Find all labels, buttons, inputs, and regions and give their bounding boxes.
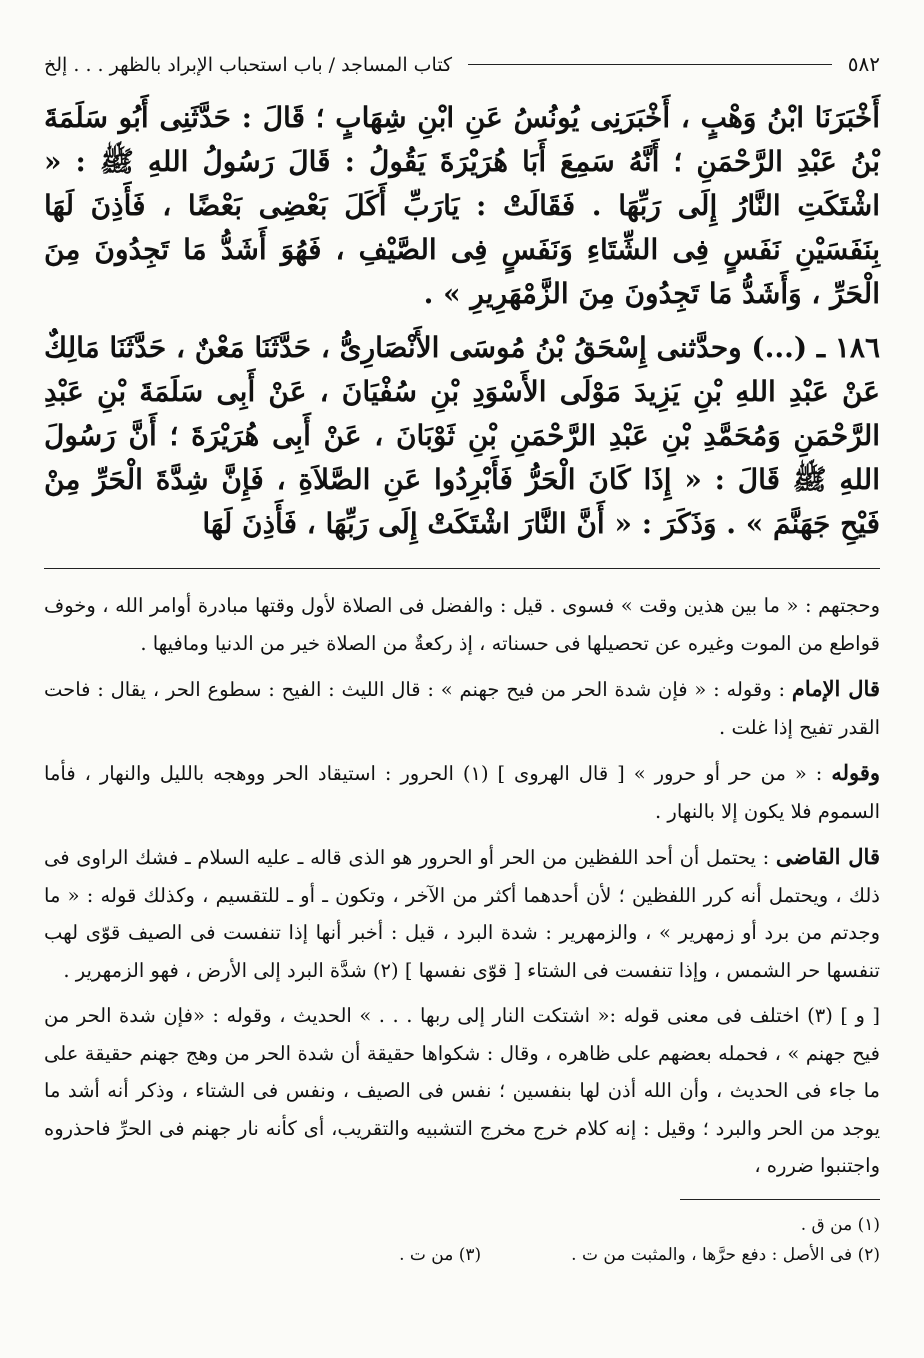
- page-number: ٥٨٢: [847, 52, 880, 76]
- header-rule: [468, 64, 832, 65]
- commentary-lead: قال القاضى: [775, 844, 880, 869]
- commentary-text: : « من حر أو حرور » [ قال الهروى ] (١) الحرور : استيقاد الحر ووهجه بالليل والنهار ، فأما السموم فلا يكون إلا بالنهار .: [44, 762, 880, 823]
- running-title: كتاب المساجد / باب استحباب الإبراد بالظهر . . . إلخ: [44, 54, 453, 76]
- commentary: [44, 587, 880, 1185]
- running-header: [44, 52, 880, 88]
- commentary-text: [ و ] (٣) اختلف فى معنى قوله :« اشتكت النار إلى ربها . . . » الحديث ، وقوله : «فإن شدة الحر من فيح جهنم » ، فحمله بعضهم على ظاهره ، وقال : شكواها حقيقة أن شدة الحر من وهج جهنم حقيقة على ما جاء فى الحديث ، وأن الله أذن لها بنفسين ؛ نفس فى الصيف ، ونفس فى الشتاء ، وذكر أنه أشد ما يوجد من الحر والبرد ؛ وقيل : إنه كلام خرج مخرج التشبيه والتقريب، أى كأنه نار جهنم فى الحرِّ فاحذروه واجتنبوا ضرره ،: [44, 1004, 881, 1177]
- commentary-text: : وقوله : « فإن شدة الحر من فيح جهنم » : قال الليث : الفيح : سطوع الحر ، يقال : فاحت القدر تفيح إذا غلت .: [44, 678, 880, 739]
- commentary-lead: وقوله: [831, 760, 881, 785]
- hadith-paragraph: ١٨٦ ـ (...) وحدَّثنى إِسْحَقُ بْنُ مُوسَى الأَنْصَارِىُّ ، حَدَّثَنَا مَعْنٌ ، حَدَّثَنَا مَالِكٌ عَنْ عَبْدِ اللهِ بْنِ يَزِيدَ مَوْلَى الأَسْوَدِ بْنِ سُفْيَانَ ، عَنْ أَبِى سَلَمَةَ بْنِ عَبْدِ الرَّحْمَنِ وَمُحَمَّدِ بْنِ عَبْدِ الرَّحْمَنِ بْنِ ثَوْبَانَ ، عَنْ أَبِى هُرَيْرَةَ ؛ أَنَّ رَسُولَ اللهِ ﷺ قَالَ : « إِذَا كَانَ الْحَرُّ فَأَبْرِدُوا عَنِ الصَّلاَةِ ، فَإِنَّ شِدَّةَ الْحَرِّ مِنْ فَيْحِ جَهَنَّمَ » . وَذَكَرَ : « أَنَّ النَّارَ اشْتَكَتْ إِلَى رَبِّهَا ، فَأَذِنَ لَهَا: [44, 331, 880, 540]
- footnote-row: [44, 1240, 880, 1270]
- commentary-text: وحجتهم : « ما بين هذين وقت » فسوى . قيل : والفضل فى الصلاة لأول وقتها مبادرة أوامر الله ، وخوف قواطع من الموت وغيره عن تحصيلها فى حسناته ، إذ ركعةٌ من الصلاة خير من الدنيا ومافيها .: [44, 594, 880, 655]
- footnote: (١) من ق .: [800, 1214, 880, 1235]
- commentary-lead: قال الإمام: [791, 676, 880, 701]
- footnote-rule: [680, 1199, 880, 1200]
- commentary-paragraph: [44, 587, 880, 662]
- footnote: (٣) من ت .: [399, 1244, 482, 1265]
- commentary-paragraph: [44, 670, 880, 746]
- section-divider: [44, 568, 880, 569]
- commentary-paragraph: [44, 997, 880, 1185]
- commentary-paragraph: [44, 838, 880, 989]
- hadith-paragraph: أَخْبَرَنَا ابْنُ وَهْبٍ ، أَخْبَرَنِى يُونُسُ عَنِ ابْنِ شِهَابٍ ؛ قَالَ : حَدَّثَنِى أَبُو سَلَمَةَ بْنُ عَبْدِ الرَّحْمَنِ ؛ أَنَّهُ سَمِعَ أَبَا هُرَيْرَةَ يَقُولُ : قَالَ رَسُولُ اللهِ ﷺ : « اشْتَكَتِ النَّارُ إِلَى رَبِّهَا . فَقَالَتْ : يَارَبِّ أَكَلَ بَعْضِى بَعْضًا ، فَأَذِنَ لَهَا بِنَفَسَيْنِ نَفَسٍ فِى الشِّتَاءِ وَنَفَسٍ فِى الصَّيْفِ ، فَهُوَ أَشَدُّ مَا تَجِدُونَ مِنَ الْحَرِّ ، وَأَشَدُّ مَا تَجِدُونَ مِنَ الزَّمْهَرِيرِ » .: [44, 101, 880, 310]
- footnotes: [44, 1210, 880, 1270]
- footnote: (٢) فى الأصل : دفع حرَّها ، والمثبت من ت .: [571, 1244, 880, 1265]
- hadith-text: [44, 96, 880, 546]
- commentary-paragraph: [44, 754, 880, 830]
- commentary-text: : يحتمل أن أحد اللفظين من الحر أو الحرور هو الذى قاله ـ عليه السلام ـ فشك الراوى فى ذلك ، ويحتمل أنه كرر اللفظين ؛ لأن أحدهما أكثر من الآخر ، وتكون ـ أو ـ للتقسيم ، وكذلك قوله : « ما وجدتم من برد أو زمهرير » ، والزمهرير : شدة البرد ، قيل : أخبر أنها إذا تنفست فى الصيف قوّى لهب تنفسها حر الشمس ، وإذا تنفست فى الشتاء [ قوّى نفسها ] (٢) شدَّة البرد إلى الأرض ، فهو الزمهرير .: [44, 846, 880, 982]
